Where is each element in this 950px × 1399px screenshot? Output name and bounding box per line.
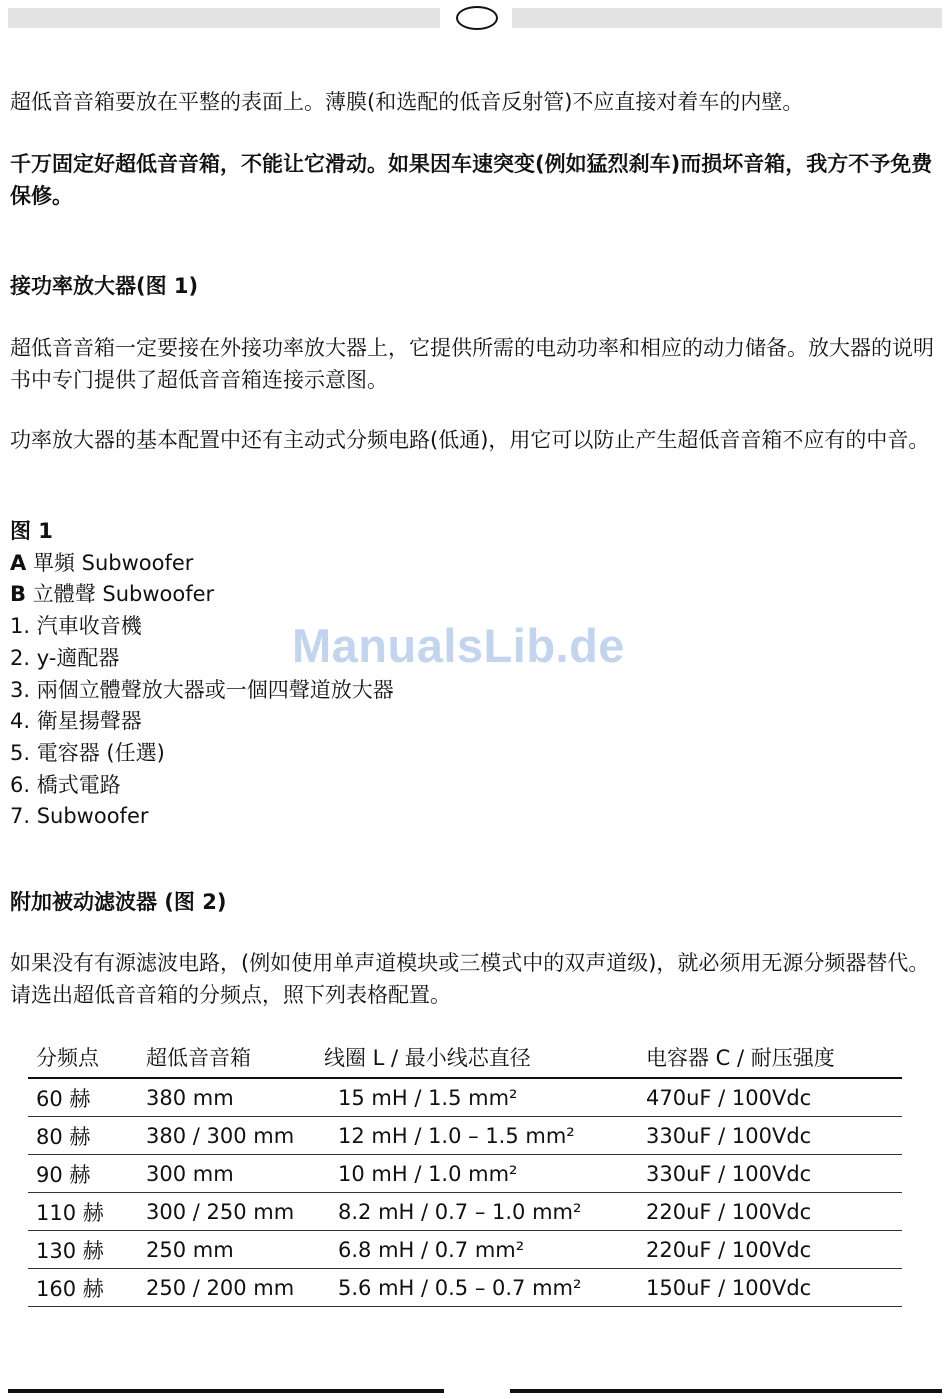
cell: 250 / 200 mm — [138, 1269, 316, 1307]
cell: 60 赫 — [28, 1078, 138, 1117]
column-header: 超低音音箱 — [138, 1039, 316, 1078]
column-header: 电容器 C / 耐压强度 — [638, 1039, 902, 1078]
list-item: 3. 兩個立體聲放大器或一個四聲道放大器 — [10, 677, 394, 702]
table-header-row — [28, 1039, 902, 1078]
cell: 470uF / 100Vdc — [638, 1078, 902, 1117]
paragraph-passive-filter: 如果没有有源滤波电路，(例如使用单声道模块或三模式中的双声道级)，就必须用无源分频器替代。请选出超低音音箱的分频点，照下列表格配置。 — [10, 951, 930, 1007]
header-bar-left — [8, 8, 440, 28]
cell: 160 赫 — [28, 1269, 138, 1307]
table-row — [28, 1231, 902, 1269]
cell: 6.8 mH / 0.7 mm² — [316, 1231, 638, 1269]
list-item — [10, 579, 394, 611]
cell: 8.2 mH / 0.7 – 1.0 mm² — [316, 1193, 638, 1231]
cell: 80 赫 — [28, 1117, 138, 1155]
paragraph-amplifier: 超低音音箱一定要接在外接功率放大器上，它提供所需的电动功率和相应的动力储备。放大器的说明书中专门提供了超低音音箱连接示意图。 — [10, 336, 934, 392]
cell: 15 mH / 1.5 mm² — [316, 1078, 638, 1117]
item-text: 立體聲 Subwoofer — [26, 582, 215, 607]
figure-legend — [10, 516, 394, 833]
cell: 380 mm — [138, 1078, 316, 1117]
section-heading-passive-filter: 附加被动滤波器 (图 2) — [10, 890, 227, 914]
watermark: ManualsLib.de — [292, 619, 625, 672]
cell: 10 mH / 1.0 mm² — [316, 1155, 638, 1193]
cell: 5.6 mH / 0.5 – 0.7 mm² — [316, 1269, 638, 1307]
column-header: 分频点 — [28, 1039, 138, 1078]
footer-rule-left — [8, 1389, 444, 1393]
table-row — [28, 1269, 902, 1307]
list-item: 6. 橋式電路 — [10, 772, 121, 797]
item-key: B — [10, 582, 27, 607]
list-item: 1. 汽車收音機 — [10, 614, 142, 639]
list-item: 4. 衛星揚聲器 — [10, 709, 142, 734]
cell: 12 mH / 1.0 – 1.5 mm² — [316, 1117, 638, 1155]
list-item: 5. 電容器 (任選) — [10, 740, 165, 765]
table-row — [28, 1078, 902, 1117]
item-text: 單頻 Subwoofer — [26, 550, 194, 575]
cell: 150uF / 100Vdc — [638, 1269, 902, 1307]
column-header: 线圈 L / 最小线芯直径 — [316, 1039, 638, 1078]
table-row — [28, 1193, 902, 1231]
item-key: A — [10, 550, 27, 575]
list-item — [10, 548, 394, 580]
cell: 250 mm — [138, 1231, 316, 1269]
cell: 300 mm — [138, 1155, 316, 1193]
table-row — [28, 1155, 902, 1193]
figure-label: 图 1 — [10, 519, 53, 543]
cell: 330uF / 100Vdc — [638, 1155, 902, 1193]
paragraph-crossover: 功率放大器的基本配置中还有主动式分频电路(低通)，用它可以防止产生超低音音箱不应有的中音。 — [10, 428, 930, 452]
cell: 220uF / 100Vdc — [638, 1231, 902, 1269]
table-row — [28, 1117, 902, 1155]
page-number-oval — [456, 6, 498, 30]
warning-paragraph: 千万固定好超低音音箱，不能让它滑动。如果因车速突变(例如猛烈刹车)而损坏音箱，我方不予免费保修。 — [10, 152, 933, 208]
cell: 110 赫 — [28, 1193, 138, 1231]
crossover-table — [28, 1039, 902, 1307]
section-heading-amplifier: 接功率放大器(图 1) — [10, 274, 199, 298]
cell: 380 / 300 mm — [138, 1117, 316, 1155]
cell: 220uF / 100Vdc — [638, 1193, 902, 1231]
cell: 330uF / 100Vdc — [638, 1117, 902, 1155]
list-item: 2. y-適配器 — [10, 645, 120, 670]
header-bar-right — [512, 8, 942, 28]
footer-rule-right — [510, 1389, 942, 1393]
cell: 90 赫 — [28, 1155, 138, 1193]
cell: 130 赫 — [28, 1231, 138, 1269]
list-item: 7. Subwoofer — [10, 804, 149, 829]
paragraph-placement: 超低音音箱要放在平整的表面上。薄膜(和选配的低音反射管)不应直接对着车的内壁。 — [10, 90, 804, 114]
cell: 300 / 250 mm — [138, 1193, 316, 1231]
